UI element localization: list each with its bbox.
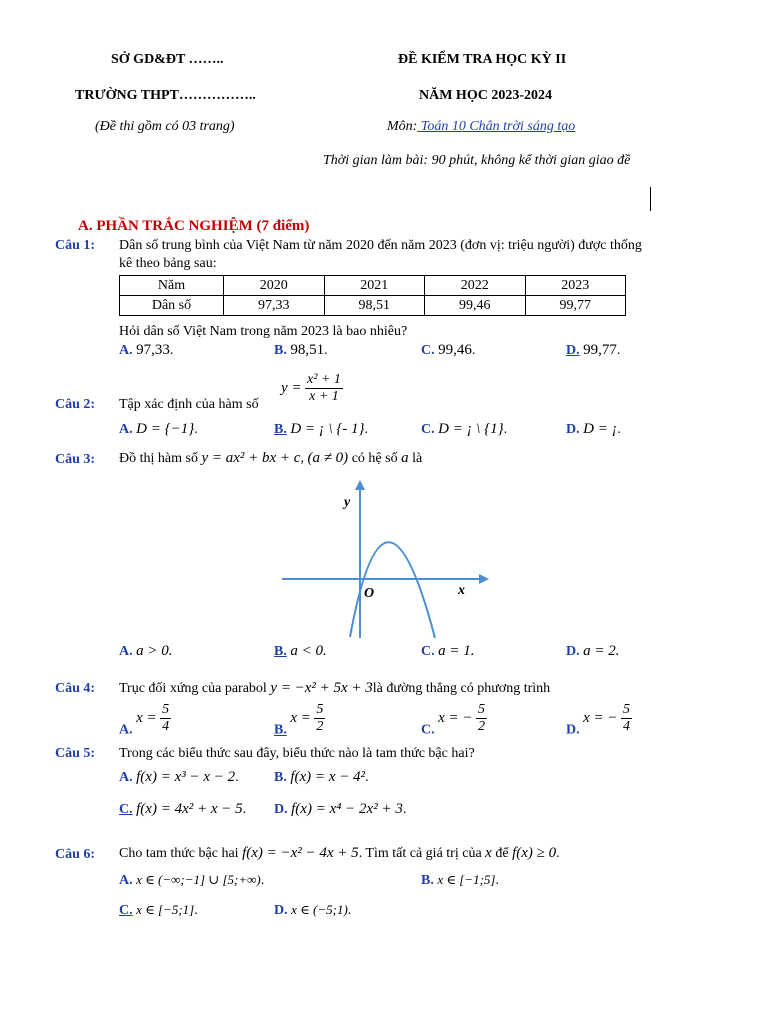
q5-option-a[interactable]: A. f(x) = x³ − x − 2.	[119, 769, 239, 785]
q6-option-c[interactable]: C. x ∈ [−5;1].	[119, 902, 198, 918]
subject-label: Môn:	[387, 119, 418, 134]
q5-option-c[interactable]: C. f(x) = 4x² + x − 5.	[119, 801, 247, 817]
q4-text: Trục đối xứng của parabol y = −x² + 5x + 3là đường thẳng có phương trình	[119, 680, 551, 696]
q1-option-a[interactable]: A. 97,33.	[119, 342, 174, 358]
y-axis-label: y	[344, 495, 351, 510]
table-cell: 99,46	[425, 296, 526, 316]
q6-text: Cho tam thức bậc hai f(x) = −x² − 4x + 5. Tìm tất cả giá trị của x để f(x) ≥ 0.	[119, 845, 560, 861]
q1-label: Câu 1:	[55, 238, 96, 253]
q2-option-d[interactable]: D. D = ¡.	[566, 421, 621, 437]
q3-label: Câu 3:	[55, 452, 96, 467]
q3-option-c[interactable]: C. a = 1.	[421, 643, 475, 659]
q3-option-d[interactable]: D. a = 2.	[566, 643, 620, 659]
school-label: TRƯỜNG THPT……………..	[75, 88, 256, 103]
table-header-cell: Năm	[120, 276, 224, 296]
table-header-cell: 2023	[525, 276, 626, 296]
q1-text-line1: Dân số trung bình của Việt Nam từ năm 2020 đến năm 2023 (đơn vị: triệu người) được thống	[119, 238, 642, 253]
subject-line	[387, 119, 575, 135]
q2-option-c[interactable]: C. D = ¡ \ {1}.	[421, 421, 508, 437]
table-row	[120, 276, 626, 296]
q6-option-a[interactable]: A. x ∈ (−∞;−1] ∪ [5;+∞).	[119, 872, 265, 888]
q2-option-a[interactable]: A. D = {−1}.	[119, 421, 198, 437]
parabola-graph	[280, 475, 495, 640]
q4-option-b[interactable]: B. x = $\frac{5}{2}$	[274, 702, 324, 738]
section-title: A. PHẦN TRẮC NGHIỆM (7 điểm)	[78, 218, 310, 234]
q2-label: Câu 2:	[55, 397, 96, 412]
q4-option-a[interactable]: A. x = $\frac{5}{4}$	[119, 702, 170, 738]
table-cell: 98,51	[324, 296, 425, 316]
q3-option-a[interactable]: A. a > 0.	[119, 643, 173, 659]
q6-label: Câu 6:	[55, 847, 96, 862]
q1-option-c[interactable]: C. 99,46.	[421, 342, 476, 358]
table-cell: Dân số	[120, 296, 224, 316]
q4-option-d[interactable]: D. x = − $\frac{5}{4}$	[566, 702, 631, 738]
table-cell: 99,77	[525, 296, 626, 316]
department-label: SỞ GD&ĐT ……..	[111, 52, 224, 67]
q5-text: Trong các biểu thức sau đây, biểu thức nào là tam thức bậc hai?	[119, 746, 475, 761]
q4-option-c[interactable]: C. x = − $\frac{5}{2}$	[421, 702, 486, 738]
q2-option-b[interactable]: B. D = ¡ \ {- 1}.	[274, 421, 369, 437]
q6-option-b[interactable]: B. x ∈ [−1;5].	[421, 872, 499, 888]
table-row	[120, 296, 626, 316]
q5-option-d[interactable]: D. f(x) = x⁴ − 2x² + 3.	[274, 801, 407, 817]
q5-option-b[interactable]: B. f(x) = x − 4².	[274, 769, 369, 785]
text-cursor	[650, 187, 651, 211]
table-header-cell: 2022	[425, 276, 526, 296]
school-year: NĂM HỌC 2023-2024	[419, 88, 552, 103]
page-count-note: (Đề thi gồm có 03 trang)	[95, 119, 235, 134]
table-cell: 97,33	[224, 296, 325, 316]
subject-link[interactable]: Toán 10 Chân trời sáng tạo	[417, 119, 576, 134]
y-axis-arrow	[355, 480, 365, 490]
q2-function: y = $\frac{\text{x² + 1}}{x + 1}$	[281, 372, 341, 404]
population-table	[119, 275, 626, 316]
q1-option-d[interactable]: D. 99,77.	[566, 342, 621, 358]
parabola-curve	[350, 542, 435, 638]
q6-option-d[interactable]: D. x ∈ (−5;1).	[274, 902, 352, 918]
x-axis-arrow	[479, 574, 489, 584]
x-axis-label: x	[458, 583, 465, 598]
table-header-cell: 2020	[224, 276, 325, 296]
q3-text: Đồ thị hàm số y = ax² + bx + c, (a ≠ 0) có hệ số a là	[119, 450, 423, 466]
q1-option-b[interactable]: B. 98,51.	[274, 342, 328, 358]
exam-title: ĐỀ KIỂM TRA HỌC KỲ II	[398, 52, 567, 67]
q2-text: Tập xác định của hàm số	[119, 397, 259, 412]
table-header-cell: 2021	[324, 276, 425, 296]
q5-label: Câu 5:	[55, 746, 96, 761]
q1-question: Hỏi dân số Việt Nam trong năm 2023 là bao nhiêu?	[119, 324, 408, 339]
q3-option-b[interactable]: B. a < 0.	[274, 643, 327, 659]
q1-text-line2: kê theo bảng sau:	[119, 256, 217, 271]
q4-label: Câu 4:	[55, 681, 96, 696]
time-note: Thời gian làm bài: 90 phút, không kể thời gian giao đề	[323, 153, 631, 168]
origin-label: O	[364, 586, 375, 601]
